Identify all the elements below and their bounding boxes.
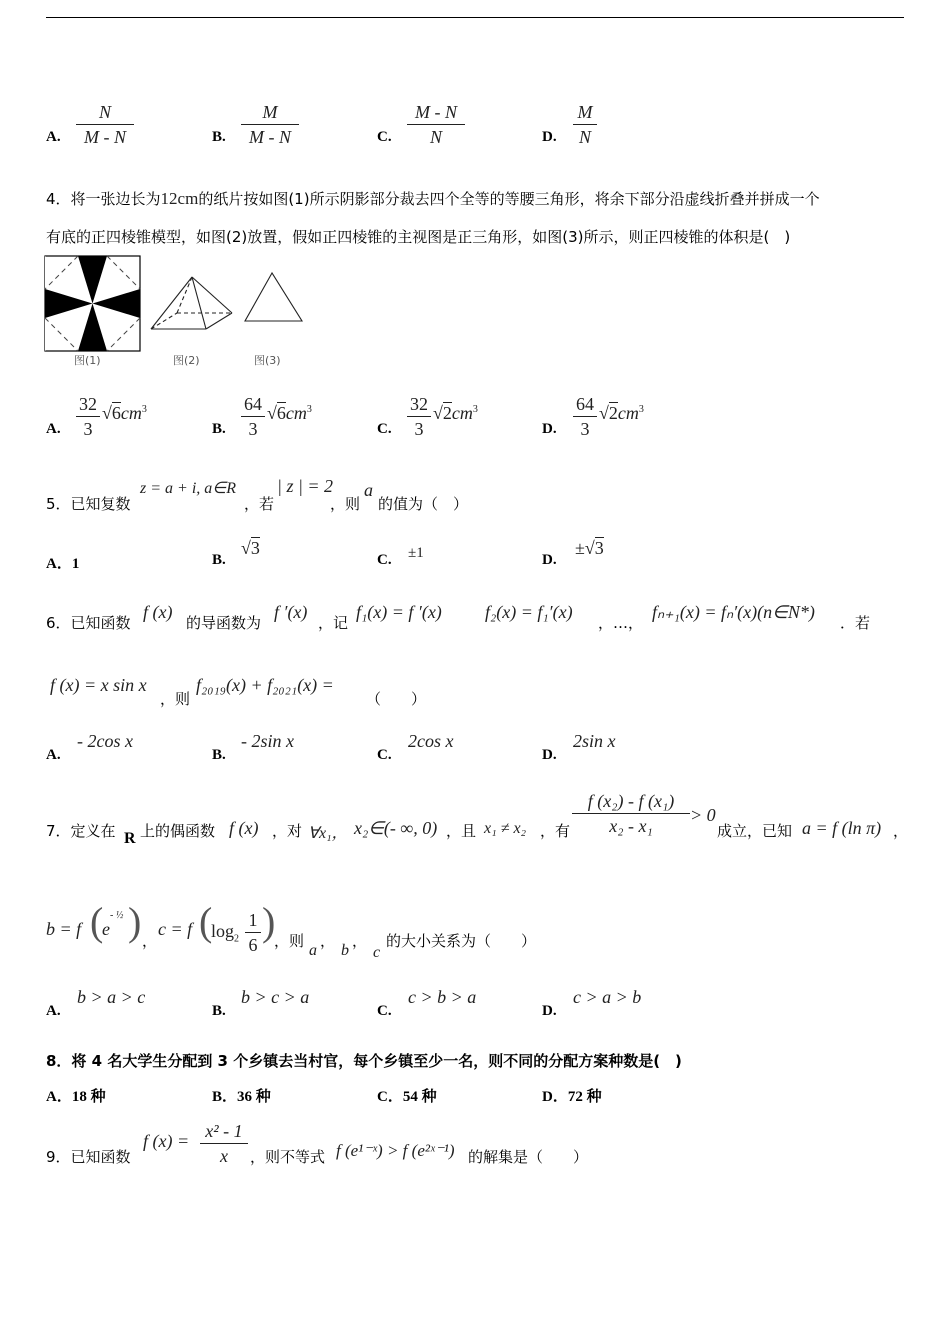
q3-option-a-label: A.	[46, 129, 61, 145]
q8-option-a: A．18 种	[46, 1089, 106, 1105]
q6-text-c: ，记	[318, 614, 349, 632]
q9-text-b: ，则不等式	[250, 1148, 326, 1166]
q7-option-b-value: b > c > a	[241, 987, 310, 1007]
q3-option-b-label: B.	[212, 129, 226, 145]
q7-option-c-label: C.	[377, 1003, 392, 1019]
q9-text-c: 的解集是（ ）	[468, 1148, 589, 1166]
q7-a-def: a = f (ln π)	[802, 818, 882, 838]
q6-option-a-value: - 2cos x	[77, 731, 133, 751]
q7-R: R	[124, 830, 136, 847]
q3-option-c-fraction: M - N N	[407, 101, 465, 148]
q4-figure-2	[151, 277, 232, 329]
q7-condition-fraction: f (x₂) - f (x₁) x₂ - x₁	[572, 790, 690, 837]
q6-text-b: 的导函数为	[186, 614, 262, 632]
q7-text-c: ，对	[272, 822, 303, 840]
q6-question-expr: f₂₀₁₉(x) + f₂₀₂₁(x) =	[196, 675, 334, 695]
q8-text: 8．将 4 名大学生分配到 3 个乡镇去当村官，每个乡镇至少一名，则不同的分配方案种数是( )	[46, 1052, 682, 1070]
q7-option-b-label: B.	[212, 1003, 226, 1019]
q5-abs: | z | = 2	[277, 476, 334, 496]
q7-var-b: b	[341, 942, 349, 959]
q4-option-b-label: B.	[212, 421, 226, 437]
q6-text-d: ．若	[840, 614, 871, 632]
q6-option-b-value: - 2sin x	[241, 731, 294, 751]
q4-option-c-label: C.	[377, 421, 392, 437]
q8-option-d: D．72 种	[542, 1089, 602, 1105]
q3-option-c-label: C.	[377, 129, 392, 145]
q5-option-b-label: B.	[212, 552, 226, 568]
q7-var-a: a	[309, 942, 317, 959]
q7-forall: ∀x₁，	[308, 825, 348, 842]
q4-text-b: 的纸片按如图(1)所示阴影部分裁去四个全等的等腰三角形，将余下部分沿虚线折叠并拼成一个	[198, 190, 820, 208]
q7-text-g: ，则	[274, 932, 305, 950]
q6-fn-def: fₙ₊₁(x) = fₙ′(x)(n∈N*)	[652, 602, 815, 622]
q7-comma-2: ，	[142, 932, 158, 950]
q7-text-e: ，有	[540, 822, 571, 840]
q6-text-e: ，则	[160, 690, 191, 708]
q4-length: 12cm	[160, 189, 199, 208]
q5-option-b-value: √3	[241, 538, 260, 558]
header-rule	[46, 17, 904, 18]
q6-fx: f (x)	[143, 602, 173, 622]
q3-option-d-label: D.	[542, 129, 557, 145]
q4-figure-2-label: 图(2)	[173, 354, 200, 367]
q5-text-a: 5．已知复数	[46, 495, 131, 513]
q7-gt-zero: > 0	[690, 805, 716, 825]
q5-option-d-value: ±√3	[575, 538, 604, 558]
q4-figure-1	[45, 256, 140, 351]
q4-option-a-fraction: 32 3	[76, 393, 100, 440]
q7-one-sixth: 1 6	[245, 909, 261, 956]
q7-option-d-label: D.	[542, 1003, 557, 1019]
q7-b-def: b = f	[46, 919, 82, 939]
q6-fprime: f ′(x)	[274, 602, 308, 622]
q5-text-c: ，则	[330, 495, 361, 513]
q6-paren: （ ）	[366, 690, 427, 708]
q6-option-d-value: 2sin x	[573, 731, 616, 751]
q7-option-a-value: b > a > c	[77, 987, 146, 1007]
q3-option-a-fraction: N M - N	[76, 101, 134, 148]
q6-option-c-label: C.	[377, 747, 392, 763]
q7-neq: x₁ ≠ x₂	[484, 820, 527, 837]
q9-fraction: x² - 1 x	[200, 1120, 248, 1167]
q4-option-b-fraction: 64 3	[241, 393, 265, 440]
q8-option-b: B．36 种	[212, 1089, 271, 1105]
q7-text-a: 7．定义在	[46, 822, 116, 840]
q6-dots: ，…，	[598, 614, 644, 632]
q4-text-line2: 有底的正四棱锥模型，如图(2)放置，假如正四棱锥的主视图是正三角形，如图(3)所示，则正四棱锥的体积是( )	[46, 228, 791, 246]
q4-option-c-fraction: 32 3	[407, 393, 431, 440]
q7-var-c: c	[373, 944, 381, 961]
q9-f-lhs: f (x) =	[143, 1131, 190, 1151]
q6-option-b-label: B.	[212, 747, 226, 763]
q6-text-a: 6．已知函数	[46, 614, 131, 632]
q7-option-c-value: c > b > a	[408, 987, 477, 1007]
q5-z-def: z = a + i, a∈R	[140, 480, 236, 497]
q9-text-a: 9．已知函数	[46, 1148, 131, 1166]
q4-option-b-radical: $√6cm^3$	[267, 403, 312, 423]
q6-option-c-value: 2cos x	[408, 731, 454, 751]
q8-option-c: C．54 种	[377, 1089, 437, 1105]
q7-fx: f (x)	[229, 818, 259, 838]
q5-text-b: ，若	[244, 495, 275, 513]
q5-option-d-label: D.	[542, 552, 557, 568]
q7-text-d: ，且	[446, 822, 477, 840]
q4-figure-1-label: 图(1)	[74, 354, 101, 367]
q7-text-b: 上的偶函数	[140, 822, 216, 840]
q4-option-a-radical: $√6cm^3$	[102, 403, 147, 423]
q4-figure-3-label: 图(3)	[254, 354, 281, 367]
q6-f1-def: f₁(x) = f ′(x)	[356, 602, 442, 622]
q5-option-a-label: A．1	[46, 556, 80, 572]
q7-b-exp: $e^{- \frac{1}{2}}$	[102, 910, 124, 939]
q7-c-def: c = f	[158, 919, 193, 939]
q5-option-c-value: ±1	[408, 545, 424, 561]
q7-comma: ，	[893, 822, 909, 840]
q7-option-a-label: A.	[46, 1003, 61, 1019]
q4-option-d-fraction: 64 3	[573, 393, 597, 440]
q7-option-d-value: c > a > b	[573, 987, 642, 1007]
q4-text-a: 4．将一张边长为	[46, 190, 161, 208]
q6-f-def: f (x) = x sin x	[50, 675, 147, 695]
q6-f2-def: f₂(x) = f₁′(x)	[485, 602, 573, 622]
q5-option-c-label: C.	[377, 552, 392, 568]
q7-text-f: 成立，已知	[717, 822, 793, 840]
q4-option-d-label: D.	[542, 421, 557, 437]
q4-option-a-label: A.	[46, 421, 61, 437]
q4-option-c-radical: $√2cm^3$	[433, 403, 478, 423]
q5-text-d: 的值为（ ）	[378, 495, 469, 513]
q5-var-a: a	[364, 480, 373, 500]
q4-figure-3	[245, 273, 302, 321]
q6-option-a-label: A.	[46, 747, 61, 763]
q6-option-d-label: D.	[542, 747, 557, 763]
q4-option-d-radical: $√2cm^3$	[599, 403, 644, 423]
q9-inequality: f (e¹⁻ˣ) > f (e²ˣ⁻¹)	[336, 1141, 455, 1160]
q7-log: $\log_2$	[211, 921, 240, 945]
q3-option-d-fraction: M N	[573, 101, 597, 148]
q3-option-b-fraction: M M - N	[241, 101, 299, 148]
q7-text-h: 的大小关系为（ ）	[386, 932, 537, 950]
q7-x2-range: x₂∈(- ∞, 0)	[354, 818, 438, 838]
